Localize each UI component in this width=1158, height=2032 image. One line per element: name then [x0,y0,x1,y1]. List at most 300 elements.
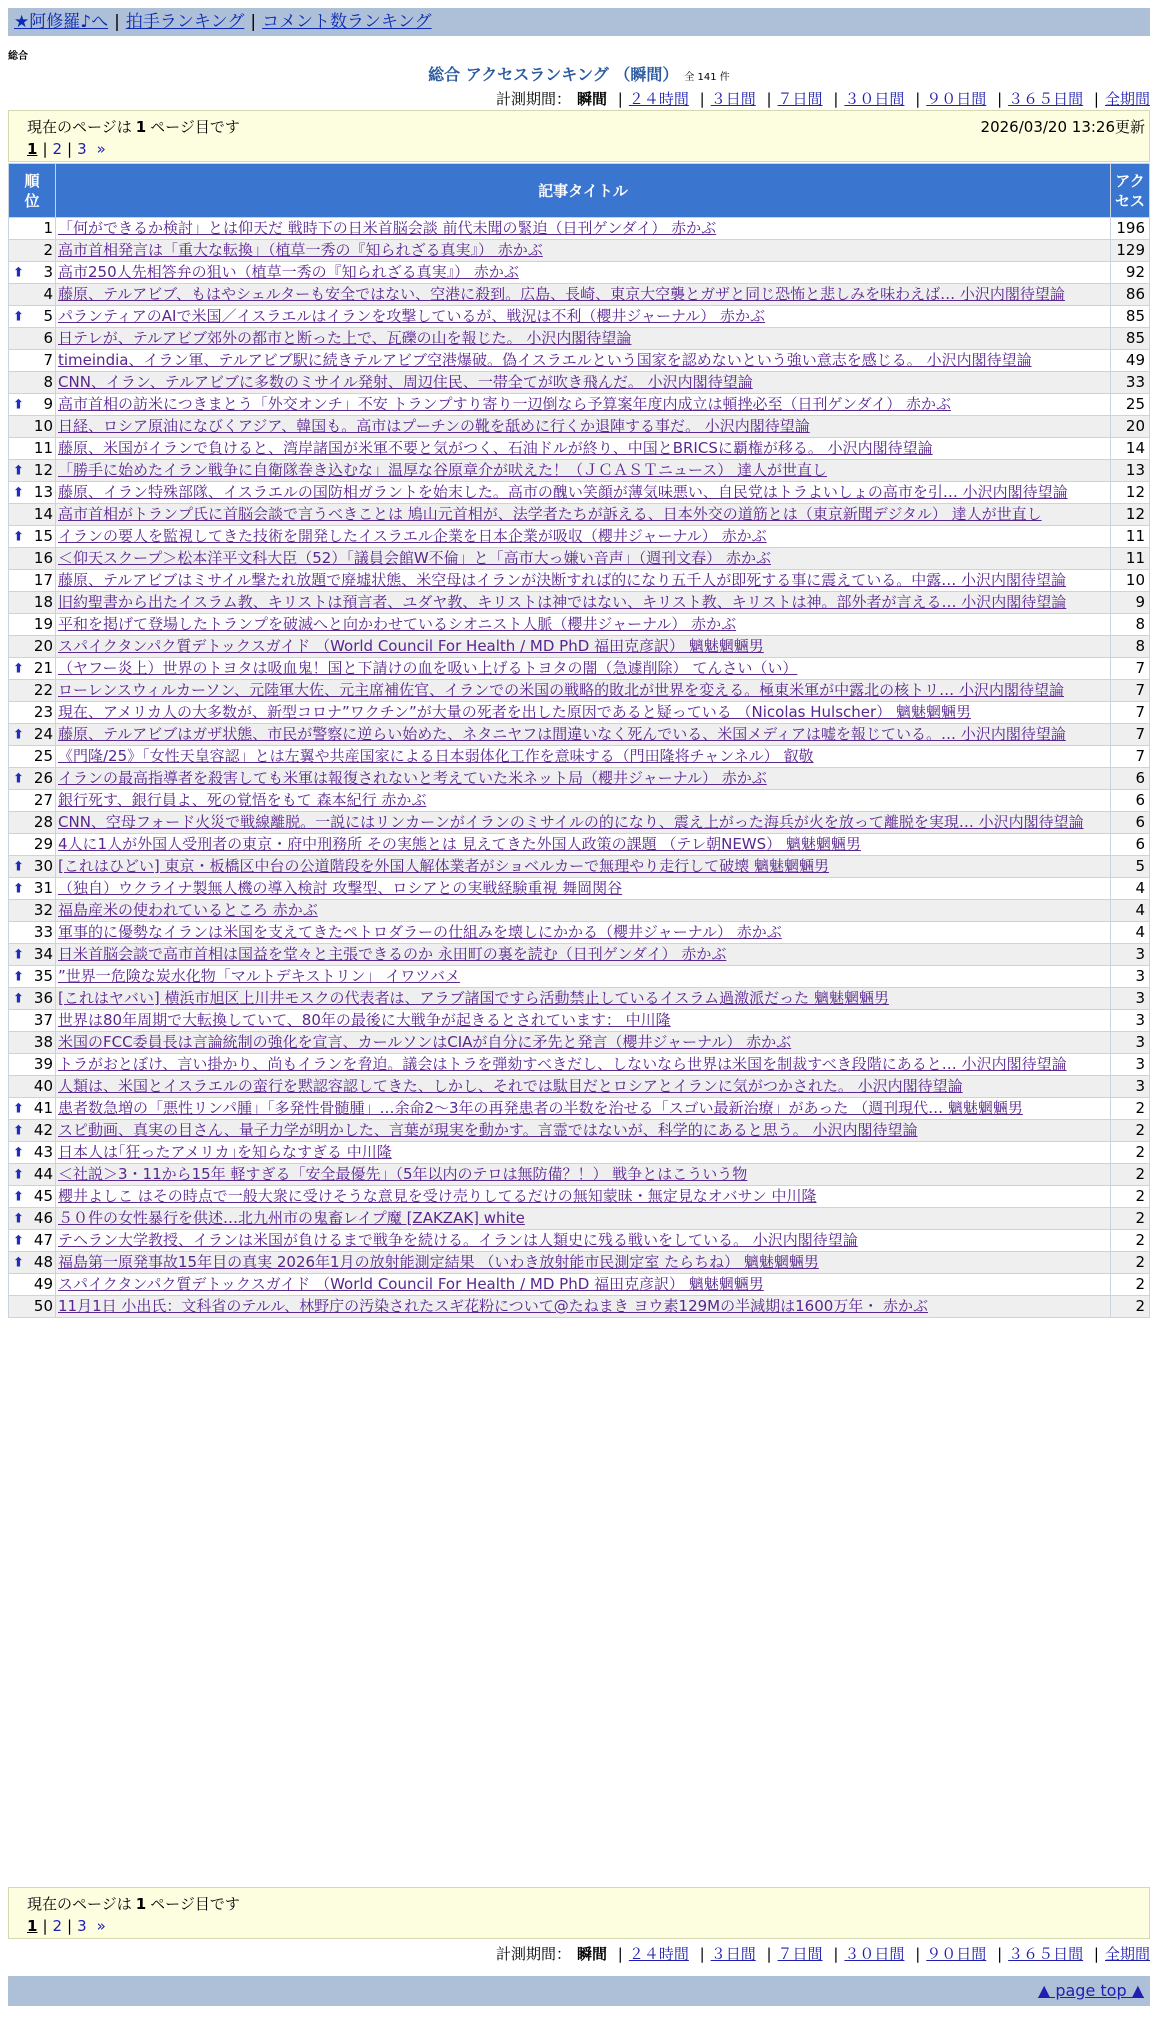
rank-number: 26 [33,769,53,787]
table-row [9,548,1150,570]
article-title-link[interactable]: イランの最高指導者を殺害しても米軍は報復されないと考えていた米ネット局（櫻井ジャーナル） 赤かぶ [58,769,767,787]
access-count: 20 [1111,416,1150,438]
rank-cell [9,922,56,944]
access-count: 12 [1111,504,1150,526]
access-count: 2 [1111,1098,1150,1120]
table-row [9,746,1150,768]
article-title-link[interactable]: 高市首相がトランプ氏に首脳会談で言うべきことは 鳩山元首相が、法学者たちが訴える、日本外交の道筋とは（東京新聞デジタル） 達人が世直し [58,505,1042,523]
rank-cell [9,812,56,834]
title-cell [56,966,1111,988]
period-link-90d[interactable]: ９０日間 [926,1945,987,1963]
rank-cell [9,1252,56,1274]
article-title-link[interactable]: 「勝手に始めたイラン戦争に自衛隊巻き込むな」温厚な谷原章介が吠えた！（ＪＣＡＳＴニュース） 達人が世直し [58,461,828,479]
title-cell [56,856,1111,878]
article-title-link[interactable]: ”世界一危険な炭水化物「マルトデキストリン」 イワツバメ [58,967,460,985]
article-title-link[interactable]: イランの要人を監視してきた技術を開発したイスラエル企業を日本企業が吸収（櫻井ジャーナル） 赤かぶ [58,527,767,545]
period-link-3d[interactable]: ３日間 [710,90,756,108]
rank-number: 37 [33,1011,53,1029]
page-1-current: 1 [27,140,38,158]
next-page-link[interactable]: » [96,1917,106,1935]
rank-number: 1 [43,219,53,237]
article-title-link[interactable]: ローレンスウィルカーソン、元陸軍大佐、元主席補佐官、イランでの米国の戦略的敗北が世界を変える。極東米軍が中露北の核トリ… 小沢内閣待望論 [58,681,1064,699]
rank-number: 8 [43,373,53,391]
page-top-link[interactable]: ▲ page top ▲ [1037,1981,1144,2000]
rank-number: 23 [33,703,53,721]
title-cell [56,834,1111,856]
table-row [9,1142,1150,1164]
rank-number: 42 [33,1121,53,1139]
table-row [9,922,1150,944]
access-count: 3 [1111,966,1150,988]
total-count: 全 141 件 [684,72,730,83]
article-title-link[interactable]: 藤原、テルアビブ、もはやシェルターも安全ではない、空港に殺到。広島、長崎、東京大空襲とガザと同じ恐怖と悲しみを味わえば… 小沢内閣待望論 [58,285,1065,303]
table-row [9,1230,1150,1252]
ranking-body [9,218,1150,1318]
table-row [9,658,1150,680]
rank-cell [9,1296,56,1318]
rank-number: 48 [33,1253,53,1271]
access-count: 9 [1111,592,1150,614]
article-title-link[interactable]: 高市首相発言は「重大な転換」（植草一秀の『知られざる真実』） 赤かぶ [58,241,543,259]
rank-up-arrow-icon: ⬆ [13,727,24,742]
rank-cell [9,1230,56,1252]
title-cell [56,878,1111,900]
table-row [9,240,1150,262]
table-row [9,702,1150,724]
rank-number: 25 [33,747,53,765]
article-title-link[interactable]: テヘラン大学教授、イランは米国が負けるまで戦争を続ける。イランは人類史に残る戦いをしている。 小沢内閣待望論 [58,1231,858,1249]
rank-cell [9,900,56,922]
article-title-link[interactable]: ５０件の女性暴行を供述…北九州市の鬼畜レイプ魔 [ZAKZAK] white [58,1209,525,1227]
title-cell [56,482,1111,504]
period-link-30d[interactable]: ３０日間 [844,90,905,108]
rank-number: 19 [33,615,53,633]
rank-cell [9,570,56,592]
access-count: 7 [1111,702,1150,724]
rank-cell [9,658,56,680]
article-title-link[interactable]: CNN、イラン、テルアビブに多数のミサイル発射、周辺住民、一帯全てが吹き飛んだ。 小沢内閣待望論 [58,373,753,391]
title-cell [56,350,1111,372]
article-title-link[interactable]: 藤原、テルアビブはガザ状態、市民が警察に逆らい始めた、ネタニヤフは間違いなく死んでいる、米国メディアは嘘を報じている。… 小沢内閣待望論 [58,725,1066,743]
rank-cell [9,944,56,966]
table-row [9,460,1150,482]
rank-number: 9 [43,395,53,413]
rank-cell [9,284,56,306]
title-cell [56,812,1111,834]
rank-number: 29 [33,835,53,853]
title-cell [56,658,1111,680]
table-row [9,614,1150,636]
nav-link-clap-ranking[interactable]: 拍手ランキング [125,12,245,32]
access-count: 7 [1111,658,1150,680]
table-row [9,262,1150,284]
rank-cell [9,1274,56,1296]
rank-cell [9,768,56,790]
rank-number: 20 [33,637,53,655]
updated-timestamp: 2026/03/20 13:26更新 [980,118,1145,136]
article-title-link[interactable]: 日テレが、テルアビブ郊外の都市と断った上で、瓦礫の山を報じた。 小沢内閣待望論 [58,329,632,347]
access-count: 2 [1111,1186,1150,1208]
table-row [9,416,1150,438]
title-cell [56,790,1111,812]
rank-number: 15 [33,527,53,545]
rank-cell [9,1076,56,1098]
article-title-link[interactable]: [これはひどい] 東京・板橋区中台の公道階段を外国人解体業者がショベルカーで無理やり走行して破壊 魑魅魍魎男 [58,857,829,875]
article-title-link[interactable]: 藤原、テルアビブはミサイル撃たれ放題で廃墟状態、米空母はイランが決断すれば的になり五千人が即死する事に震えている。中露… 小沢内閣待望論 [58,571,1066,589]
rank-cell [9,218,56,240]
table-row [9,284,1150,306]
article-title-link[interactable]: ＜仰天スクープ＞松本洋平文科大臣（52）「議員会館W不倫」と「高市大っ嫌い音声」（週刊文春） 赤かぶ [58,549,771,567]
article-title-link[interactable]: 世界は80年周期で大転換していて、80年の最後に大戦争が起きるとされています： 中川隆 [58,1011,671,1029]
title-cell [56,394,1111,416]
rank-up-arrow-icon: ⬆ [13,485,24,500]
rank-number: 36 [33,989,53,1007]
rank-number: 35 [33,967,53,985]
nav-link-comment-ranking[interactable]: コメント数ランキング [262,12,432,32]
table-row [9,504,1150,526]
rank-number: 45 [33,1187,53,1205]
article-title-link[interactable]: 福島第一原発事故15年目の真実 2026年1月の放射能測定結果 （いわき放射能市民測定室 たらちね） 魑魅魍魎男 [58,1253,819,1271]
rank-up-arrow-icon: ⬆ [13,1101,24,1116]
page-2-link[interactable]: 2 [52,140,63,158]
table-row [9,966,1150,988]
table-row [9,570,1150,592]
rank-cell [9,592,56,614]
period-label: 計測期間： [495,1945,571,1963]
title-cell [56,1296,1111,1318]
rank-cell [9,988,56,1010]
article-title-link[interactable]: 人類は、米国とイスラエルの蛮行を黙認容認してきた、しかし、それでは駄目だとロシアとイランに気がつかされた。 小沢内閣待望論 [58,1077,963,1095]
access-count: 3 [1111,1054,1150,1076]
title-cell [56,988,1111,1010]
access-count: 8 [1111,614,1150,636]
access-count: 2 [1111,1252,1150,1274]
rank-cell [9,504,56,526]
article-title-link[interactable]: スパイクタンパク質デトックスガイド （World Council For Health / MD PhD 福田克彦訳） 魑魅魍魎男 [58,637,764,655]
table-row [9,834,1150,856]
article-title-link[interactable]: 患者数急増の「悪性リンパ腫」「多発性骨髄腫」…余命2～3年の再発患者の半数を治せる「スゴい最新治療」があった （週刊現代… 魑魅魍魎男 [58,1099,1023,1117]
rank-cell [9,438,56,460]
table-row [9,1208,1150,1230]
table-row [9,1252,1150,1274]
table-row [9,988,1150,1010]
table-row [9,350,1150,372]
article-title-link[interactable]: 藤原、イラン特殊部隊、イスラエルの国防相ガラントを始末した。高市の醜い笑顔が薄気味悪い、自民党はトラよいしょの高市を引… 小沢内閣待望論 [58,483,1068,501]
table-row [9,1010,1150,1032]
table-row [9,1032,1150,1054]
access-count: 6 [1111,834,1150,856]
article-title-link[interactable]: パランティアのAIで米国／イスラエルはイランを攻撃しているが、戦況は不利（櫻井ジャーナル） 赤かぶ [58,307,766,325]
rank-number: 24 [33,725,53,743]
rank-cell [9,1032,56,1054]
period-current: 瞬間 [576,90,607,108]
title-cell [56,240,1111,262]
header-title: 記事タイトル [56,164,1111,218]
table-row [9,900,1150,922]
article-title-link[interactable]: 日本人は｢狂ったアメリカ｣を知らなすぎる 中川隆 [58,1143,392,1161]
article-title-link[interactable]: 11月1日 小出氏：文科省のテルル、林野庁の汚染されたスギ花粉について@たねまき ヨウ素129Mの半減期は1600万年・ 赤かぶ [58,1297,929,1315]
rank-cell [9,526,56,548]
page-info-bottom [8,1887,1150,1939]
period-link-3d[interactable]: ３日間 [710,1945,756,1963]
table-row [9,1186,1150,1208]
title-cell [56,1252,1111,1274]
title-cell [56,1230,1111,1252]
article-title-link[interactable]: （ヤフー炎上）世界のトヨタは吸血鬼！国と下請けの血を吸い上げるトヨタの闇（急遽削除） てんさい（い） [58,659,798,677]
rank-up-arrow-icon: ⬆ [13,309,24,324]
access-count: 196 [1111,218,1150,240]
rank-number: 5 [43,307,53,325]
current-page-text: 現在のページは 1 ページ目です [27,1895,240,1913]
rank-number: 28 [33,813,53,831]
title-cell [56,746,1111,768]
pagination-bottom: 1 | 2 | 3 » [27,1917,106,1935]
rank-number: 21 [33,659,53,677]
title-cell [56,724,1111,746]
access-count: 2 [1111,1142,1150,1164]
rank-number: 44 [33,1165,53,1183]
rank-cell [9,636,56,658]
access-count: 2 [1111,1120,1150,1142]
table-row [9,394,1150,416]
article-title-link[interactable]: 高市250人先相答弁の狙い（植草一秀の『知られざる真実』） 赤かぶ [58,263,519,281]
rank-number: 2 [43,241,53,259]
header-access-text: アクセス [1114,171,1145,210]
table-row [9,790,1150,812]
article-title-link[interactable]: 現在、アメリカ人の大多数が、新型コロナ”ワクチン”が大量の死者を出した原因であると疑っている （Nicolas Hulscher） 魑魅魍魎男 [58,703,971,721]
rank-number: 6 [43,329,53,347]
article-title-link[interactable]: 4人に1人が外国人受刑者の東京・府中刑務所 その実態とは 見えてきた外国人政策の課題 （テレ朝NEWS） 魑魅魍魎男 [58,835,861,853]
page-3-link[interactable]: 3 [77,140,87,158]
rank-number: 4 [43,285,53,303]
rank-number: 33 [33,923,53,941]
title-cell [56,416,1111,438]
access-count: 2 [1111,1274,1150,1296]
title-cell [56,1164,1111,1186]
rank-cell [9,372,56,394]
rank-number: 12 [33,461,53,479]
title-cell [56,680,1111,702]
rank-cell [9,262,56,284]
rank-number: 50 [33,1297,53,1315]
title-cell [56,372,1111,394]
table-row [9,768,1150,790]
access-count: 7 [1111,746,1150,768]
title-cell [56,460,1111,482]
rank-cell [9,1054,56,1076]
article-title-link[interactable]: 日米首脳会談で高市首相は国益を堂々と主張できるのか 永田町の裏を読む（日刊ゲンダイ） 赤かぶ [58,945,727,963]
rank-cell [9,614,56,636]
article-title-link[interactable]: （独自）ウクライナ製無人機の導入検討 攻撃型、ロシアとの実戦経験重視 舞岡関谷 [58,879,623,897]
rank-cell [9,834,56,856]
title-cell [56,526,1111,548]
next-page-link[interactable]: » [96,140,106,158]
access-count: 3 [1111,944,1150,966]
access-count: 2 [1111,1296,1150,1318]
page-1-current: 1 [27,1917,38,1935]
period-selector-bottom: 計測期間： 瞬間 | ２４時間 | ３日間 | ７日間 | ３０日間 | ９０日間 | ３６５日間 | 全期間 [495,1945,1150,1963]
access-count: 8 [1111,636,1150,658]
current-page-text: 現在のページは 1 ページ目です [27,118,240,136]
nav-separator: | [250,12,257,32]
title-cell [56,262,1111,284]
table-row [9,306,1150,328]
rank-number: 34 [33,945,53,963]
table-row [9,592,1150,614]
rank-cell [9,1120,56,1142]
title-cell [56,1208,1111,1230]
rank-number: 16 [33,549,53,567]
article-title-link[interactable]: スピ動画、真実の目さん、量子力学が明かした、言葉が現実を動かす。言霊ではないが、科学的にあると思う。 小沢内閣待望論 [58,1121,918,1139]
table-row [9,1164,1150,1186]
period-link-365d[interactable]: ３６５日間 [1008,1945,1084,1963]
rank-cell [9,1142,56,1164]
rank-up-arrow-icon: ⬆ [13,881,24,896]
period-link-365d[interactable]: ３６５日間 [1008,90,1084,108]
table-row [9,1120,1150,1142]
ranking-table [8,163,1150,1318]
access-count: 6 [1111,768,1150,790]
rank-cell [9,1164,56,1186]
rank-up-arrow-icon: ⬆ [13,991,24,1006]
title-cell [56,1120,1111,1142]
table-row [9,724,1150,746]
rank-up-arrow-icon: ⬆ [13,1123,24,1138]
rank-cell [9,702,56,724]
rank-number: 3 [43,263,53,281]
access-count: 3 [1111,1032,1150,1054]
rank-cell [9,328,56,350]
rank-up-arrow-icon: ⬆ [13,1233,24,1248]
rank-number: 43 [33,1143,53,1161]
page-2-link[interactable]: 2 [52,1917,63,1935]
rank-number: 27 [33,791,53,809]
article-title-link[interactable]: 高市首相の訪米につきまとう「外交オンチ」不安 トランプすり寄り一辺倒なら予算案年度内成立は頓挫必至（日刊ゲンダイ） 赤かぶ [58,395,952,413]
access-count: 12 [1111,482,1150,504]
access-count: 2 [1111,1230,1150,1252]
rank-number: 39 [33,1055,53,1073]
footer-bar [8,1976,1150,2006]
period-link-7d[interactable]: ７日間 [777,1945,823,1963]
title-cell [56,1076,1111,1098]
rank-cell [9,724,56,746]
header-rank [9,164,56,218]
rank-up-arrow-icon: ⬆ [13,661,24,676]
table-row [9,218,1150,240]
title-cell [56,1054,1111,1076]
rank-up-arrow-icon: ⬆ [13,859,24,874]
rank-cell [9,460,56,482]
article-title-link[interactable]: 櫻井よしこ はその時点で一般大衆に受けそうな意見を受け売りしてるだけの無知蒙昧・無定見なオバサン 中川隆 [58,1187,817,1205]
table-row [9,1296,1150,1318]
rank-number: 11 [33,439,53,457]
access-count: 129 [1111,240,1150,262]
article-title-link[interactable]: 平和を掲げて登場したトランプを破滅へと向かわせているシオニスト人脈（櫻井ジャーナル） 赤かぶ [58,615,737,633]
rank-cell [9,240,56,262]
nav-link-asyura[interactable]: ★阿修羅♪へ [14,12,109,32]
article-title-link[interactable]: 銀行死す、銀行員よ、死の覚悟をもて 森本紀行 赤かぶ [58,791,427,809]
article-title-link[interactable]: トラがおとぼけ、言い掛かり、尚もイランを脅迫。議会はトラを弾劾すべきだし、しないなら世界は米国を制裁すべき段階にあると… 小沢内閣待望論 [58,1055,1067,1073]
page-title-text: 総合 アクセスランキング （瞬間） [428,65,679,84]
access-count: 49 [1111,350,1150,372]
rank-cell [9,966,56,988]
rank-cell [9,350,56,372]
period-link-7d[interactable]: ７日間 [777,90,823,108]
access-count: 25 [1111,394,1150,416]
article-title-link[interactable]: スパイクタンパク質デトックスガイド （World Council For Health / MD PhD 福田克彦訳） 魑魅魍魎男 [58,1275,764,1293]
access-count: 2 [1111,1164,1150,1186]
title-cell [56,1186,1111,1208]
rank-number: 10 [33,417,53,435]
title-cell [56,284,1111,306]
article-title-link[interactable]: timeindia、イラン軍、テルアビブ駅に続きテルアビブ空港爆破。偽イスラエルという国家を認めないという強い意志を感じる。 小沢内閣待望論 [58,351,1032,369]
access-count: 11 [1111,526,1150,548]
period-link-all[interactable]: 全期間 [1104,1945,1150,1963]
article-title-link[interactable]: 福島産米の使われているところ 赤かぶ [58,901,318,919]
access-count: 2 [1111,1208,1150,1230]
access-count: 3 [1111,988,1150,1010]
period-link-all[interactable]: 全期間 [1104,90,1150,108]
top-nav-bar [8,8,1150,36]
access-count: 85 [1111,328,1150,350]
article-title-link[interactable]: 旧約聖書から出たイスラム教、キリストは預言者、ユダヤ教、キリストは神ではない、キリスト教、キリストは神。部外者が言える… 小沢内閣待望論 [58,593,1067,611]
title-cell [56,570,1111,592]
table-row [9,944,1150,966]
period-current: 瞬間 [576,1945,607,1963]
title-cell [56,944,1111,966]
header-rank-text: 順位 [24,171,40,210]
page-info-top [8,110,1150,162]
rank-up-arrow-icon: ⬆ [13,1255,24,1270]
article-title-link[interactable]: 日経、ロシア原油になびくアジア、韓国も。高市はプーチンの靴を舐めに行くか退陣する事だ。 小沢内閣待望論 [58,417,810,435]
article-title-link[interactable]: 米国のFCC委員長は言論統制の強化を宣言、カールソンはCIAが自分に矛先と発言（櫻井ジャーナル） 赤かぶ [58,1033,792,1051]
section-label: 総合 [8,51,28,62]
rank-cell [9,1010,56,1032]
period-link-30d[interactable]: ３０日間 [844,1945,905,1963]
period-link-24h[interactable]: ２４時間 [628,90,689,108]
article-title-link[interactable]: CNN、空母フォード火災で戦線離脱。一説にはリンカーンがイランのミサイルの的になり、震え上がった海兵が火を放って離脱を実現… 小沢内閣待望論 [58,813,1084,831]
rank-up-arrow-icon: ⬆ [13,463,24,478]
table-row [9,438,1150,460]
rank-cell [9,1208,56,1230]
article-title-link[interactable]: ＜社説＞3・11から15年 軽すぎる「安全最優先」（5年以内のテロは無防備？！） 戦争とはこういう物 [58,1165,748,1183]
header-access [1111,164,1150,218]
page-title [0,62,1158,85]
rank-number: 41 [33,1099,53,1117]
article-title-link[interactable]: 《門隆/25》「女性天皇容認」とは左翼や共産国家による日本弱体化工作を意味する（門田隆将チャンネル） 叡敬 [58,747,814,765]
article-title-link[interactable]: 軍事的に優勢なイランは米国を支えてきたペトロダラーの仕組みを壊しにかかる（櫻井ジャーナル） 赤かぶ [58,923,782,941]
title-cell [56,1274,1111,1296]
rank-up-arrow-icon: ⬆ [13,265,24,280]
article-title-link[interactable]: [これはヤバい] 横浜市旭区上川井モスクの代表者は、アラブ諸国ですら活動禁止しているイスラム過激派だった 魑魅魍魎男 [58,989,889,1007]
access-count: 5 [1111,856,1150,878]
access-count: 85 [1111,306,1150,328]
period-link-24h[interactable]: ２４時間 [628,1945,689,1963]
period-selector-top: 計測期間： 瞬間 | ２４時間 | ３日間 | ７日間 | ３０日間 | ９０日間 | ３６５日間 | 全期間 [495,90,1150,108]
article-title-link[interactable]: 「何ができるか検討」とは仰天だ 戦時下の日米首脳会談 前代未聞の緊迫（日刊ゲンダイ） 赤かぶ [58,219,717,237]
rank-cell [9,394,56,416]
access-count: 3 [1111,1010,1150,1032]
table-header-row [9,164,1150,218]
access-count: 86 [1111,284,1150,306]
title-cell [56,1098,1111,1120]
access-count: 3 [1111,1076,1150,1098]
table-row [9,812,1150,834]
access-count: 33 [1111,372,1150,394]
period-link-90d[interactable]: ９０日間 [926,90,987,108]
article-title-link[interactable]: 藤原、米国がイランで負けると、湾岸諸国が米軍不要と気がつく、石油ドルが終り、中国とBRICSに覇権が移る。 小沢内閣待望論 [58,439,933,457]
page-3-link[interactable]: 3 [77,1917,87,1935]
